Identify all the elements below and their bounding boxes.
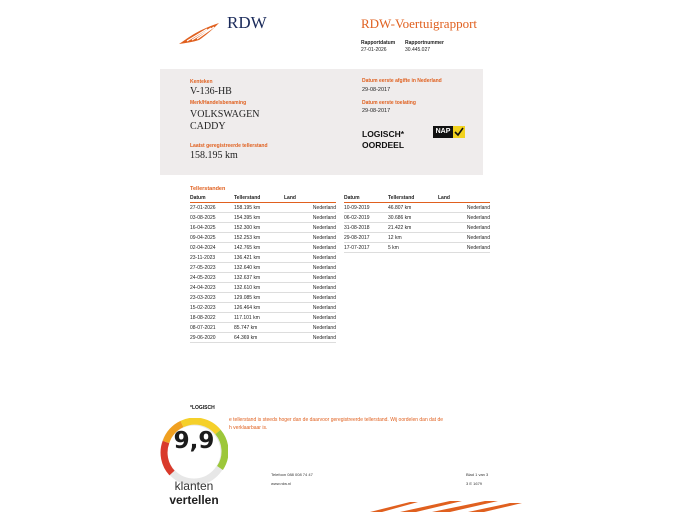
tellerstanden-table-right (344, 194, 490, 253)
cell-land: Nederland (284, 333, 336, 343)
cell-tellerstand: 158.195 km (234, 203, 284, 213)
table-row (190, 263, 336, 273)
vertellen-label: vertellen (169, 493, 219, 507)
cell-tellerstand: 152.253 km (234, 233, 284, 243)
tellerstanden-table-left (190, 194, 336, 343)
cell-tellerstand: 129.085 km (234, 293, 284, 303)
cell-tellerstand: 21.422 km (388, 223, 438, 233)
cell-datum: 16-04-2025 (190, 223, 234, 233)
cell-land: Nederland (284, 233, 336, 243)
footer-web: www.rdw.nl (271, 481, 292, 486)
cell-datum: 08-07-2021 (190, 323, 234, 333)
footnote-heading: *LOGISCH (190, 405, 215, 411)
table-row (190, 303, 336, 313)
brand-name: RDW (227, 13, 267, 32)
afgifte-label: Datum eerste afgifte in Nederland (362, 78, 442, 84)
table-row (190, 313, 336, 323)
cell-datum: 29-06-2020 (190, 333, 234, 343)
teller-label: Laatst geregistreerde tellerstand (190, 143, 268, 149)
cell-datum: 27-05-2023 (190, 263, 234, 273)
cell-datum: 02-04-2024 (190, 243, 234, 253)
cell-tellerstand: 30.686 km (388, 213, 438, 223)
merk-value: VOLKSWAGEN (190, 109, 260, 120)
cell-tellerstand: 85.747 km (234, 323, 284, 333)
rapportnummer-value: 30.445.027 (405, 47, 431, 53)
rdw-logo-icon (177, 21, 221, 47)
cell-tellerstand: 132.610 km (234, 283, 284, 293)
toelating-label: Datum eerste toelating (362, 100, 416, 106)
tellerstanden-title: Tellerstanden (190, 186, 226, 192)
cell-tellerstand: 46.807 km (388, 203, 438, 213)
oordeel-line2: OORDEEL (362, 140, 405, 150)
col-land: Land (438, 194, 490, 203)
table-row (190, 253, 336, 263)
footer-blad: Blad 1 van 3 (466, 472, 489, 477)
cell-tellerstand: 154.395 km (234, 213, 284, 223)
cell-tellerstand: 142.765 km (234, 243, 284, 253)
cell-datum: 06-02-2019 (344, 213, 388, 223)
footer-stripes-icon (370, 498, 525, 514)
report-title: RDW-Voertuigrapport (361, 16, 478, 31)
cell-land: Nederland (284, 273, 336, 283)
cell-datum: 27-01-2026 (190, 203, 234, 213)
cell-land: Nederland (284, 253, 336, 263)
col-tellerstand: Tellerstand (388, 194, 438, 203)
checkmark-icon (453, 126, 465, 138)
cell-land: Nederland (284, 323, 336, 333)
table-row (190, 223, 336, 233)
table-row (344, 233, 490, 243)
table-row (190, 323, 336, 333)
col-tellerstand: Tellerstand (234, 194, 284, 203)
kenteken-label: Kenteken (190, 79, 213, 85)
rapportdatum-label: Rapportdatum (361, 40, 396, 46)
cell-land: Nederland (284, 263, 336, 273)
cell-datum: 24-04-2023 (190, 283, 234, 293)
cell-datum: 03-08-2025 (190, 213, 234, 223)
table-row (344, 223, 490, 233)
cell-land: Nederland (438, 233, 490, 243)
cell-land: Nederland (284, 293, 336, 303)
footnote-line1: e tellerstand is steeds hoger dan de daarvoor geregistreerde tellerstand. Wij oordelen dan dat de (229, 417, 444, 423)
cell-land: Nederland (284, 213, 336, 223)
table-row (190, 273, 336, 283)
table-row (190, 243, 336, 253)
cell-datum: 17-07-2017 (344, 243, 388, 253)
model-value: CADDY (190, 121, 226, 132)
cell-land: Nederland (284, 313, 336, 323)
col-datum: Datum (190, 194, 234, 203)
cell-tellerstand: 64.369 km (234, 333, 284, 343)
table-row (344, 243, 490, 253)
col-datum: Datum (344, 194, 388, 203)
table-row (190, 233, 336, 243)
cell-datum: 15-02-2023 (190, 303, 234, 313)
cell-datum: 24-05-2023 (190, 273, 234, 283)
cell-datum: 23-03-2023 (190, 293, 234, 303)
rating-score: 9,9 (173, 428, 215, 454)
cell-land: Nederland (284, 223, 336, 233)
merk-label: Merk/Handelsbenaming (190, 100, 247, 106)
cell-land: Nederland (284, 203, 336, 213)
teller-value: 158.195 km (190, 150, 238, 161)
cell-land: Nederland (284, 243, 336, 253)
table-row (344, 213, 490, 223)
cell-tellerstand: 126.464 km (234, 303, 284, 313)
afgifte-value: 29-08-2017 (362, 87, 391, 93)
footnote-line2: h verklaarbaar is. (229, 425, 268, 431)
cell-tellerstand: 5 km (388, 243, 438, 253)
cell-land: Nederland (438, 213, 490, 223)
cell-tellerstand: 132.637 km (234, 273, 284, 283)
cell-datum: 23-11-2023 (190, 253, 234, 263)
cell-land: Nederland (438, 243, 490, 253)
cell-tellerstand: 132.640 km (234, 263, 284, 273)
footer-telefoon: Telefoon 088 008 74 47 (271, 472, 313, 477)
table-row (190, 333, 336, 343)
col-land: Land (284, 194, 336, 203)
klanten-label: klanten (174, 479, 214, 493)
footer-code: 3 E 1679 (466, 481, 483, 486)
cell-land: Nederland (438, 203, 490, 213)
rapportdatum-value: 27-01-2026 (361, 47, 387, 53)
cell-datum: 31-08-2018 (344, 223, 388, 233)
table-row (190, 203, 336, 213)
cell-datum: 18-08-2022 (190, 313, 234, 323)
nap-badge-text: NAP (433, 126, 453, 138)
table-row (344, 203, 490, 213)
cell-tellerstand: 117.101 km (234, 313, 284, 323)
nap-badge (433, 126, 465, 138)
table-row (190, 293, 336, 303)
cell-tellerstand: 12 km (388, 233, 438, 243)
cell-land: Nederland (284, 303, 336, 313)
cell-datum: 09-04-2025 (190, 233, 234, 243)
cell-land: Nederland (284, 283, 336, 293)
table-row (190, 213, 336, 223)
cell-tellerstand: 136.421 km (234, 253, 284, 263)
rapportnummer-label: Rapportnummer (405, 40, 444, 46)
toelating-value: 29-08-2017 (362, 108, 391, 114)
oordeel-line1: LOGISCH* (362, 129, 405, 139)
cell-datum: 29-08-2017 (344, 233, 388, 243)
kenteken-value: V-136-HB (190, 86, 232, 97)
cell-datum: 10-09-2019 (344, 203, 388, 213)
cell-tellerstand: 152.300 km (234, 223, 284, 233)
cell-land: Nederland (438, 223, 490, 233)
table-row (190, 283, 336, 293)
